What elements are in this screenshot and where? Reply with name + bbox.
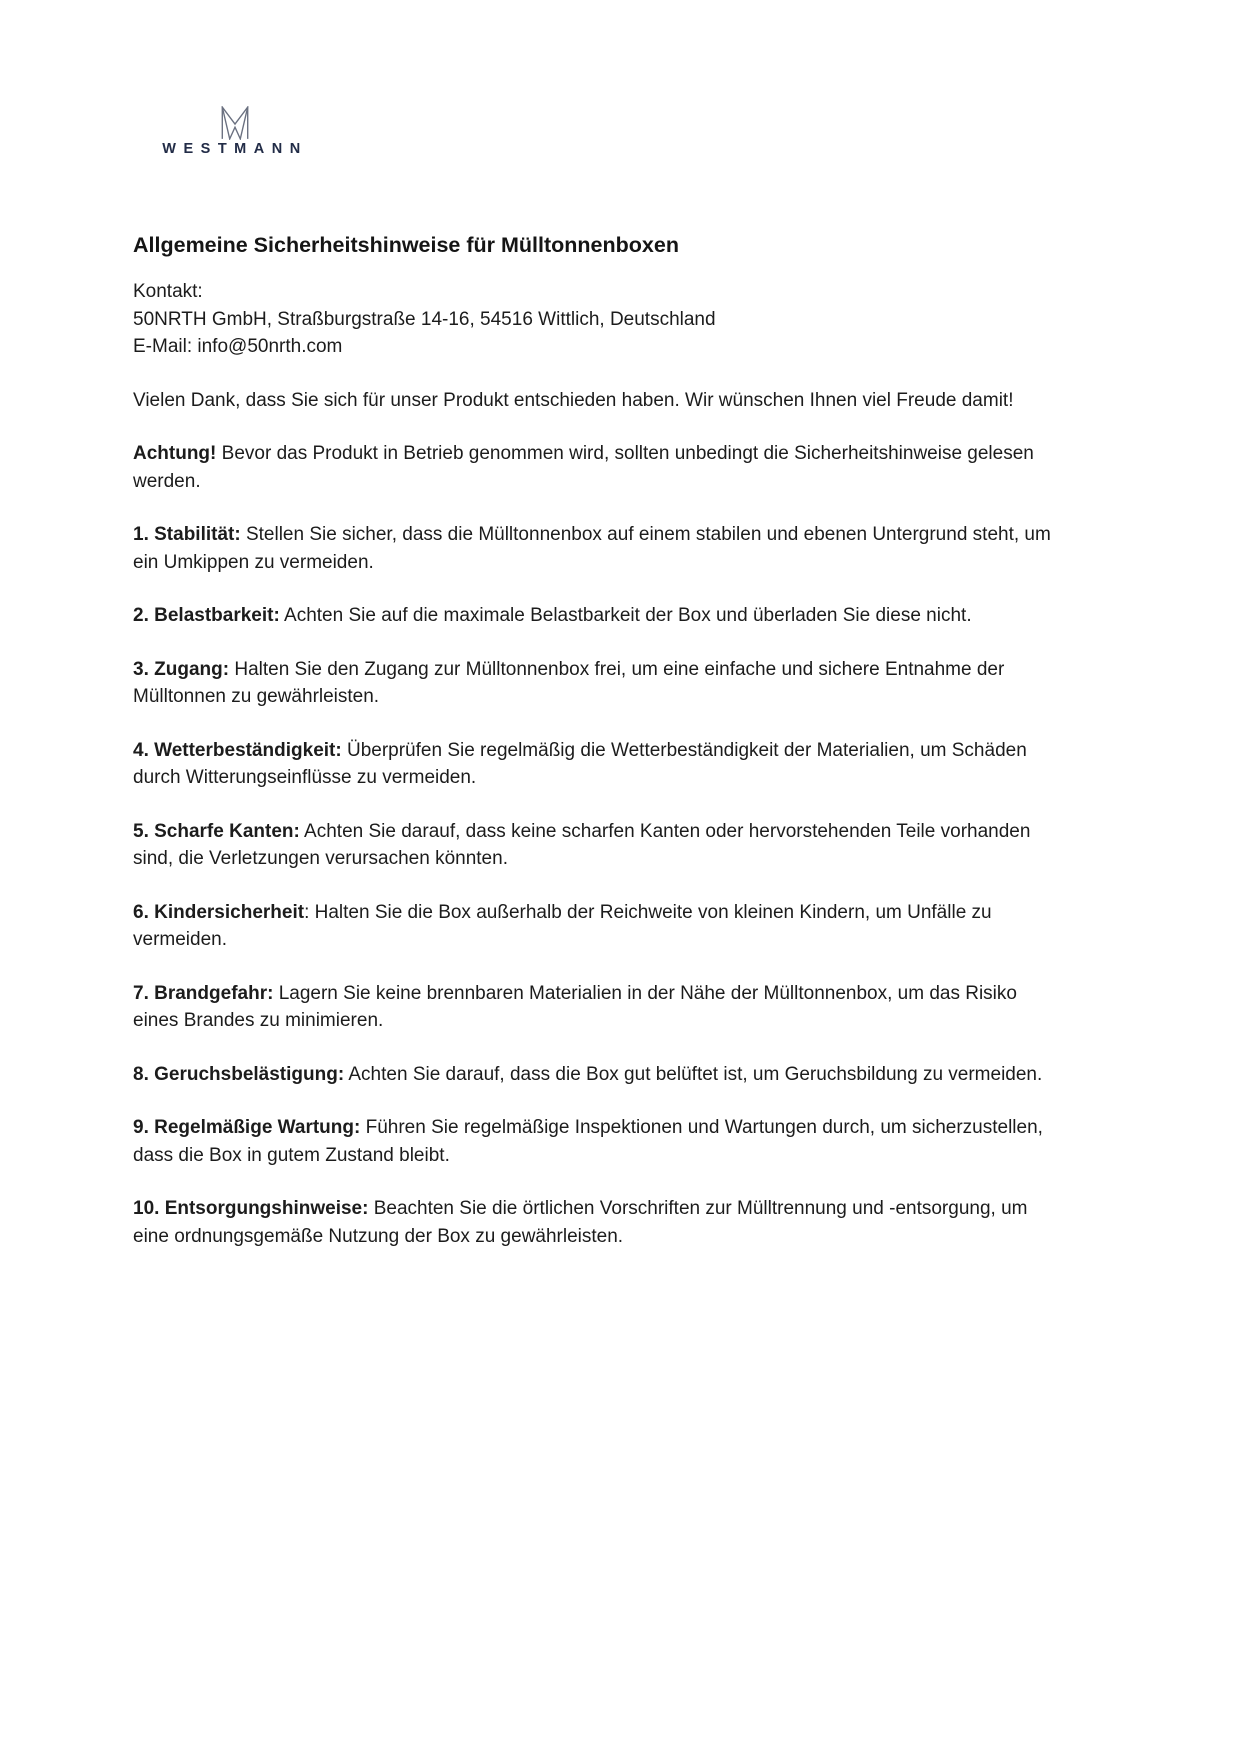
page-title: Allgemeine Sicherheitshinweise für Mülltonnenboxen [133, 233, 679, 257]
safety-item-label: 9. Regelmäßige Wartung: [133, 1117, 361, 1138]
safety-item-text: Achten Sie darauf, dass die Box gut belüftet ist, um Geruchsbildung zu vermeiden. [344, 1063, 1043, 1085]
safety-item [133, 737, 1063, 792]
safety-item [133, 899, 1063, 954]
safety-item-label: 2. Belastbarkeit: [133, 605, 280, 626]
safety-item [133, 980, 1063, 1035]
safety-item [133, 521, 1063, 576]
safety-item [133, 1114, 1063, 1169]
contact-label: Kontakt: [133, 281, 203, 302]
safety-item-label: 8. Geruchsbelästigung: [133, 1063, 345, 1085]
safety-item-text: Führen Sie regelmäßige Inspektionen und Wartungen durch, um sicherzustellen, dass die Box in gutem Zustand bleibt. [133, 1117, 1043, 1166]
westmann-wordmark: WESTMANN [162, 141, 308, 157]
safety-item-label: 10. Entsorgungshinweise: [133, 1198, 369, 1219]
safety-item [133, 602, 1063, 630]
safety-item-text: Achten Sie auf die maximale Belastbarkeit der Box und überladen Sie diese nicht. [279, 605, 972, 626]
intro-paragraph: Vielen Dank, dass Sie sich für unser Produkt entschieden haben. Wir wünschen Ihnen viel Freude damit! [133, 389, 1014, 411]
safety-list [133, 521, 1063, 1250]
safety-item-text: Achten Sie darauf, dass keine scharfen Kanten oder hervorstehenden Teile vorhanden sind, die Verletzungen verursachen könnten. [133, 820, 1031, 869]
safety-item-label: 1. Stabilität: [133, 524, 241, 545]
safety-item-label: 4. Wetterbeständigkeit: [133, 739, 342, 761]
safety-item-label: 7. Brandgefahr: [133, 982, 274, 1004]
contact-address: 50NRTH GmbH, Straßburgstraße 14-16, 54516 Wittlich, Deutschland [133, 308, 716, 330]
safety-item-text: : Halten Sie die Box außerhalb der Reichweite von kleinen Kindern, um Unfälle zu vermeiden. [133, 901, 992, 950]
safety-item-label: 3. Zugang: [133, 658, 230, 680]
safety-item-text: Stellen Sie sicher, dass die Mülltonnenbox auf einem stabilen und ebenen Untergrund steht, um ein Umkippen zu vermeiden. [133, 524, 1051, 573]
warning-paragraph [133, 440, 1063, 495]
safety-item-text: Halten Sie den Zugang zur Mülltonnenbox frei, um eine einfache und sichere Entnahme der Mülltonnen zu gewährleisten. [133, 658, 1005, 707]
warning-label: Achtung! [133, 443, 217, 464]
safety-item [133, 1061, 1063, 1089]
document-content [133, 0, 1063, 1250]
safety-item-text: Lagern Sie keine brennbaren Materialien in der Nähe der Mülltonnenbox, um das Risiko eines Brandes zu minimieren. [133, 982, 1017, 1031]
contact-email: E-Mail: info@50nrth.com [133, 336, 343, 357]
safety-item-label: 6. Kindersicherheit [133, 901, 305, 923]
safety-item-label: 5. Scharfe Kanten: [133, 820, 300, 842]
safety-item-text: Beachten Sie die örtlichen Vorschriften zur Mülltrennung und -entsorgung, um eine ordnungsgemäße Nutzung der Box zu gewährleisten. [133, 1198, 1028, 1247]
safety-item [133, 1195, 1063, 1250]
westmann-logo [159, 106, 311, 157]
safety-item-text: Überprüfen Sie regelmäßig die Wetterbeständigkeit der Materialien, um Schäden durch Witterungseinflüsse zu vermeiden. [133, 739, 1027, 788]
warning-text: Bevor das Produkt in Betrieb genommen wird, sollten unbedingt die Sicherheitshinweise gelesen werden. [133, 443, 1034, 492]
contact-block [133, 278, 1063, 361]
westmann-monogram-icon [217, 106, 253, 140]
safety-item [133, 818, 1063, 873]
safety-item [133, 656, 1063, 711]
